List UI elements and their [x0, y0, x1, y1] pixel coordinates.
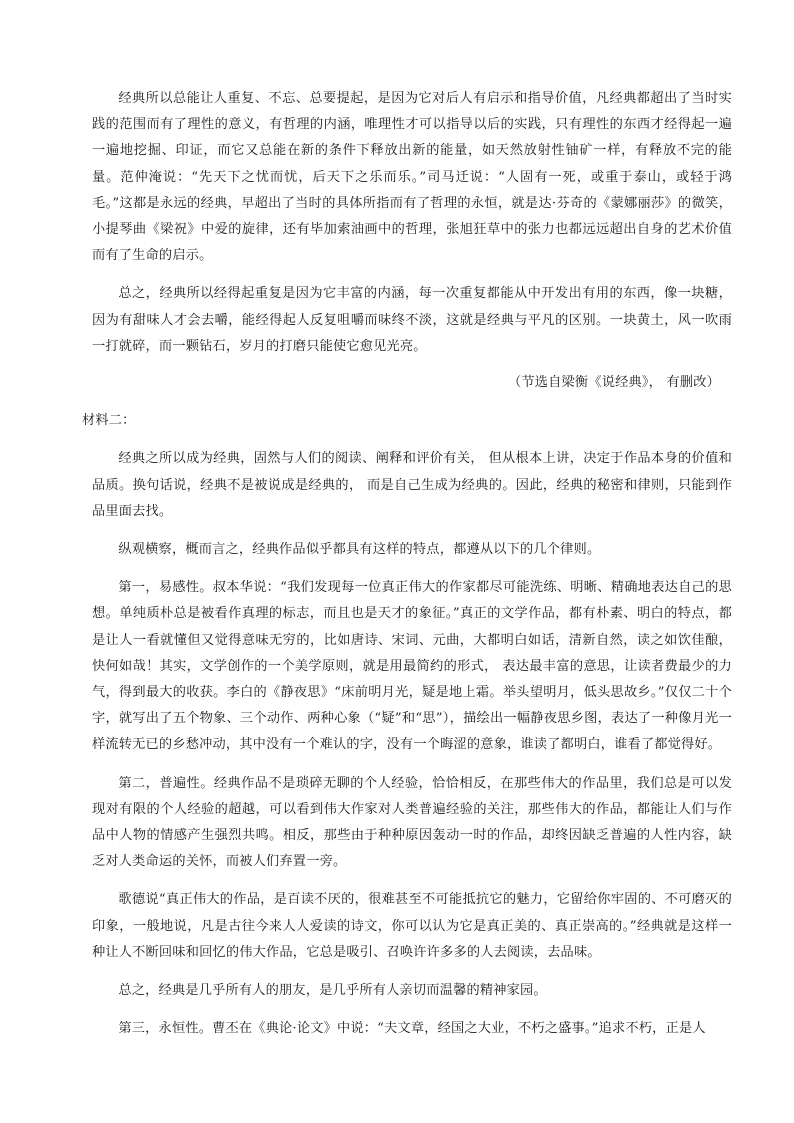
paragraph: 第一，易感性。叔本华说：“我们发现每一位真正伟大的作家都尽可能洗练、明晰、精确地表达自己的思想。单纯质朴总是被看作真理的标志，而且也是天才的象征。”真正的文学作品，都有朴素、明白的特点，都是让人一看就懂但又觉得意味无穷的，比如唐诗、宋词、元曲，大都明白如话，清新自然，读之如饮佳酿，快何如哉！其实，文学创作的一个美学原则，就是用最简约的形式， 表达最丰富的意思，让读者费最少的力气，得到最大的收获。李白的《静夜思》“床前明月光，疑是地上霜。举头望明月，低头思故乡。”仅仅二十个字，就写出了五个物象、三个动作、两种心象（“疑”和“思”），描绘出一幅静夜思乡图，表达了一种像月光一样流转无已的乡愁冲动，其中没有一个难认的字，没有一个晦涩的意象，谁读了都明白，谁看了都觉得好。	[92, 580, 732, 753]
paragraph: 总之，经典是几乎所有人的朋友，是几乎所有人亲切而温馨的精神家园。	[118, 983, 547, 999]
paragraph: 纵观横察，概而言之，经典作品似乎都具有这样的特点，都遵从以下的几个律则。	[118, 542, 601, 558]
material-heading: 材料二：	[82, 413, 136, 429]
paragraph: 第三，永恒性。曹丕在《典论·论文》中说：“夫文章，经国之大业，不朽之盛事。”追求不朽，正是人	[118, 1021, 706, 1037]
paragraph: 经典之所以成为经典，固然与人们的阅读、阐释和评价有关， 但从根本上讲，决定于作品本身的价值和品质。换句话说，经典不是被说成是经典的， 而是自己生成为经典的。因此，经典的秘密和律则，只能到作品里面去找。	[92, 451, 732, 519]
paragraph: 歌德说“真正伟大的作品，是百读不厌的，很难甚至不可能抵抗它的魅力，它留给你牢固的、不可磨灭的印象，一般地说，凡是古往今来人人爱读的诗文，你可以认为它是真正美的、真正崇高的。”经典就是这样一种让人不断回味和回忆的伟大作品，它总是吸引、召唤许许多多的人去阅读，去品味。	[92, 892, 732, 960]
paragraph: 第二，普遍性。经典作品不是琐碎无聊的个人经验，恰恰相反，在那些伟大的作品里，我们总是可以发现对有限的个人经验的超越，可以看到伟大作家对人类普遍经验的关注，那些伟大的作品，都能让人们与作品中人物的情感产生强烈共鸣。相反，那些由于种种原因轰动一时的作品，却终因缺乏普遍的人性内容，缺乏对人类命运的关怀，而被人们弃置一旁。	[92, 775, 732, 870]
paragraph: 经典所以总能让人重复、不忘、总要提起，是因为它对后人有启示和指导价值，凡经典都超出了当时实践的范围而有了理性的意义，有哲理的内涵，唯理性才可以指导以后的实践，只有理性的东西才经得起一遍一遍地挖掘、印证，而它又总能在新的条件下释放出新的能量，如天然放射性铀矿一样，有释放不完的能量。范仲淹说：“先天下之忧而忧，后天下之乐而乐。”司马迁说：“人固有一死，或重于泰山，或轻于鸿毛。”这都是永远的经典，早超出了当时的具体所指而有了哲理的永恒，就是达·芬奇的《蒙娜丽莎》的微笑，小提琴曲《梁祝》中爱的旋律，还有毕加索油画中的哲理，张旭狂草中的张力也都远远超出自身的艺术价值而有了生命的启示。	[92, 91, 732, 264]
document-page	[82, 86, 732, 1043]
source-citation: （节选自梁衡《说经典》， 有删改）	[508, 375, 720, 391]
paragraph: 总之，经典所以经得起重复是因为它丰富的内涵，每一次重复都能从中开发出有用的东西，像一块糖，因为有甜味人才会去嚼，能经得起人反复咀嚼而味终不淡，这就是经典与平凡的区别。一块黄土，风一吹雨一打就碎，而一颗钻石，岁月的打磨只能使它愈见光亮。	[92, 286, 732, 354]
